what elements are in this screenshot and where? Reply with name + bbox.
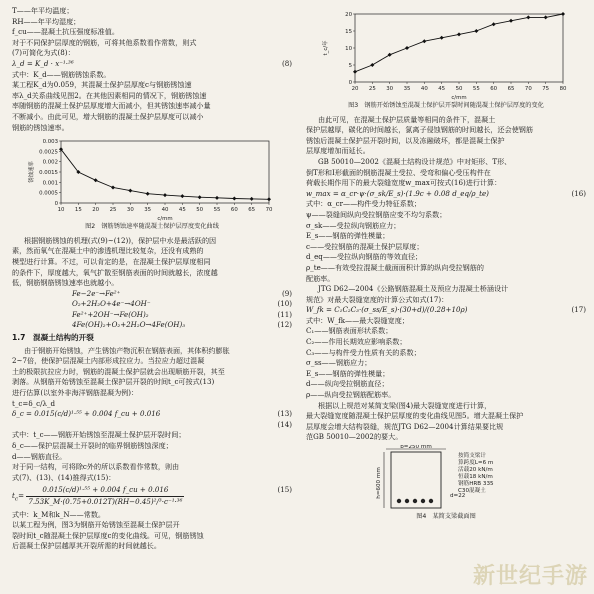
- text-line: 对于同一结构，可将除c外的所以系数看作常数，则由: [12, 462, 180, 472]
- data-point: [267, 197, 271, 201]
- text-line: 根据钢筋锈蚀的机理(式(9)~(12))，保护层中水是最活跃的因: [24, 235, 217, 245]
- text-line: C₃——与构件受力性质有关的系数；: [306, 347, 421, 357]
- x-tick-label: 25: [368, 86, 376, 92]
- text-line: 2~7倍，使保护层混凝土内部形成拉应力。当拉应力超过混凝: [12, 356, 205, 366]
- height-label: h=600 mm: [376, 467, 382, 499]
- text-line: 素，然而氧气在混凝土中的渗透机理比较复杂，还没有成熟的: [12, 246, 204, 256]
- data-point: [215, 196, 219, 200]
- y-tick-label: 0.0025: [39, 149, 58, 156]
- reaction-equation: [12, 320, 292, 331]
- figure-4-notes: [458, 451, 494, 494]
- text-line: 根据以上规范对某简支梁(图4)最大裂缝宽度进行计算，: [318, 400, 492, 410]
- right-column: [306, 6, 586, 526]
- text-line: 对于不同保护层厚度的钢筋，可将其他系数看作常数，则式: [12, 37, 197, 47]
- figure-4-note: 钢筋HRB 335: [458, 481, 494, 487]
- text-line: 土的极限抗拉应力时，钢筋的混凝土保护层就会出现顺筋开裂，其至: [12, 366, 225, 376]
- data-point: [544, 15, 548, 19]
- figure-2-chart: [27, 135, 277, 221]
- text-line: 的条件下，厚度越大，氧气扩散至钢筋表面的时间就越长，浓度越: [12, 267, 218, 277]
- data-point: [180, 194, 184, 198]
- data-point: [163, 193, 167, 197]
- text-line: 保护层越厚，碳化的时间越长，氯离子侵蚀钢筋的时间越长，还会使钢筋: [306, 125, 533, 135]
- x-tick-label: 10: [57, 207, 65, 214]
- text-line: 进行估算(以室外非海洋钢筋混凝为例)：: [12, 388, 139, 398]
- data-point: [353, 70, 357, 74]
- equation-15-fraction: [26, 485, 184, 507]
- y-tick-label: 20: [345, 12, 352, 18]
- series-line: [61, 149, 269, 199]
- left-after14-lines: [12, 430, 292, 483]
- rebar: [429, 499, 433, 503]
- equation-16-number: (16): [571, 188, 586, 198]
- y-tick-label: 0.0015: [39, 170, 58, 177]
- x-tick-label: 80: [559, 86, 567, 92]
- reaction-expr: O₂+2H₂O+4e⁻→4OH⁻: [72, 299, 151, 309]
- rebar: [405, 499, 409, 503]
- data-point: [111, 186, 115, 190]
- equation-14: [12, 420, 292, 431]
- text-line: 范GB 50010—2002的要大。: [306, 432, 403, 442]
- text-line: 配筋率。: [306, 273, 335, 283]
- right-paragraph-1: [306, 115, 586, 157]
- equation-15-bottom: 7.53K_M·(0.75+0.012T)(RH−0.45)²/³·c⁻¹·³⁶: [28, 496, 183, 506]
- rebar: [397, 499, 401, 503]
- data-point: [526, 15, 530, 19]
- figure-4-note: C30混凝土: [458, 488, 486, 494]
- equation-17-expr: W_fk = C₁C₂C₃·(σ_ss/E_s)·(30+d)/(0.28+10ρ): [306, 305, 468, 315]
- figure-3-caption: 图3 钢筋开始锈蚀至混凝土保护层开裂时间随混凝土保护层厚度的变化: [348, 102, 544, 109]
- reaction-expr: Fe−2e⁻→Fe²⁺: [72, 288, 121, 298]
- equation-17-number: (17): [571, 305, 586, 315]
- text-line: 式中：K_d——钢筋锈蚀系数。: [12, 69, 111, 79]
- y-tick-label: 0.001: [42, 180, 58, 187]
- text-line: (7)可简化为式(8)：: [12, 48, 75, 58]
- left-intro-lines: [12, 6, 292, 59]
- right-paragraph-2: [306, 157, 586, 189]
- x-tick-label: 55: [213, 207, 221, 214]
- text-line: σ_sk——受拉纵向钢筋应力；: [306, 220, 401, 230]
- data-point: [370, 63, 374, 67]
- text-line: 由此可见，在混凝土保护层质量等相同的条件下，混凝土: [318, 114, 496, 124]
- rebar-label: d=22: [450, 493, 466, 499]
- reaction-equation: [12, 310, 292, 321]
- text-line: d_eq——受拉纵向钢筋的等效直径；: [306, 252, 423, 262]
- reaction-number: (10): [277, 299, 292, 309]
- data-point: [232, 197, 236, 201]
- text-line: ρ——纵向受拉钢筋配筋率。: [306, 390, 396, 400]
- text-line: 荷载长期作用下的最大裂缝宽度w_max可按式(16)进行计算：: [306, 178, 502, 188]
- text-line: 式中：W_fk——最大裂缝宽度；: [306, 315, 409, 325]
- figure-2-caption: 图2 钢筋锈蚀速率随混凝土保护层厚度变化曲线: [85, 223, 219, 231]
- y-tick-label: 15: [345, 29, 352, 35]
- x-tick-label: 45: [178, 207, 186, 214]
- figure-4-note: 算跨度L=6 m: [458, 460, 494, 466]
- x-tick-label: 65: [507, 86, 515, 92]
- text-line: 最大裂缝宽度随混凝土保护层厚度的变化曲线见图5。增大混凝土保护: [306, 411, 524, 421]
- figure-4-beam-section: [346, 445, 546, 511]
- data-point: [94, 178, 98, 182]
- text-line: 式(7)、(13)、(14)推得式(15)：: [12, 472, 116, 482]
- text-line: 锈蚀后混凝土保护层开裂时间，以及冻融破坏，都是混凝土保护: [306, 135, 505, 145]
- text-line: 不断减小。由此可见，增大钢筋的混凝土保护层厚度可以减小: [12, 111, 204, 121]
- left-after-fig2-lines: [12, 236, 292, 289]
- x-tick-label: 50: [196, 207, 204, 214]
- text-line: 层厚度增加而延长。: [306, 146, 370, 156]
- text-line: 钢筋的锈蚀速率。: [12, 122, 69, 132]
- equation-14-number: (14): [277, 419, 292, 429]
- plot-frame: [355, 14, 563, 82]
- reaction-equation: [12, 289, 292, 300]
- data-point: [422, 39, 426, 43]
- x-tick-label: 55: [472, 86, 480, 92]
- text-line: 裂时间t_c随混凝土保护层厚度c的变化曲线。可见，钢筋锈蚀: [12, 530, 204, 540]
- text-line: d——钢筋直径。: [12, 451, 67, 461]
- text-line: 低，钢筋钢筋锈蚀速率也就越小。: [12, 278, 119, 288]
- text-line: E_s——钢筋的弹性模量；: [306, 231, 390, 241]
- data-point: [474, 29, 478, 33]
- x-axis-label: c/mm: [157, 216, 173, 222]
- x-tick-label: 65: [248, 207, 256, 214]
- x-tick-label: 25: [109, 207, 117, 214]
- data-point: [561, 12, 565, 16]
- data-point: [388, 53, 392, 57]
- x-tick-label: 30: [126, 207, 134, 214]
- reaction-number: (12): [277, 320, 292, 330]
- data-point: [457, 32, 461, 36]
- text-line: T——年平均温度；: [12, 6, 74, 15]
- reaction-equations: [12, 289, 292, 331]
- text-line: 剥落。从钢筋开始锈蚀至混凝土保护层开裂的时间t_c可按式(13): [12, 377, 215, 387]
- watermark-logo: 新世纪手游: [472, 564, 588, 589]
- equation-13-number: (13): [277, 409, 292, 419]
- text-line: 倒T形和I形截面的钢筋混凝土受拉、受弯和偏心受压构件在: [306, 167, 491, 177]
- x-tick-label: 60: [490, 86, 498, 92]
- data-point: [405, 46, 409, 50]
- text-line: f_cu——混凝土抗压强度标准值。: [12, 27, 119, 37]
- reaction-number: (11): [277, 309, 292, 319]
- text-line: 模型进行计算。不过，可以肯定的是，在混凝土保护层厚度相同: [12, 256, 211, 266]
- x-tick-label: 50: [455, 86, 463, 92]
- text-line: t_c=δ_c/λ_d: [12, 398, 56, 408]
- data-point: [146, 192, 150, 196]
- x-tick-label: 35: [144, 207, 152, 214]
- left-after8-lines: [12, 70, 292, 134]
- data-point: [128, 189, 132, 193]
- text-line: σ_ss——钢筋应力；: [306, 358, 372, 368]
- data-point: [198, 195, 202, 199]
- y-tick-label: 0: [348, 80, 352, 86]
- section-1-7-lines: [12, 346, 292, 410]
- section-1-7-title: 1.7 混凝土结构的开裂: [12, 333, 94, 343]
- y-tick-label: 0.003: [42, 139, 58, 146]
- x-tick-label: 30: [386, 86, 394, 92]
- text-line: C₂——作用长期效应影响系数；: [306, 337, 407, 347]
- x-tick-label: 60: [230, 207, 238, 214]
- text-line: 以某工程为例，图3为钢筋开始锈蚀至混凝土保护层开: [12, 520, 180, 530]
- equation-16-definitions: [306, 199, 586, 284]
- equation-17-definitions: [306, 316, 586, 401]
- equation-15-number: (15): [277, 485, 292, 495]
- x-tick-label: 15: [74, 207, 82, 214]
- text-line: 某工程K_d为0.059，其混凝土保护层厚度c与钢筋锈蚀速: [12, 80, 192, 90]
- x-tick-label: 20: [351, 86, 359, 92]
- text-line: 由于钢筋开始锈蚀，产生锈蚀产物沉积在钢筋表面，其体积约膨胀: [24, 345, 230, 355]
- equation-13-expr: δ_c = 0.015(c/d)¹·⁵⁵ + 0.004 f_cu + 0.016: [12, 409, 161, 419]
- reaction-equation: [12, 299, 292, 310]
- text-line: 式中：k_M和k_N——常数。: [12, 509, 106, 519]
- y-tick-label: 10: [345, 46, 352, 52]
- reaction-expr: Fe²⁺+2OH⁻→Fe(OH)₂: [72, 309, 149, 319]
- text-line: RH——年平均湿度；: [12, 16, 81, 26]
- x-tick-label: 70: [265, 207, 273, 214]
- figure-4-note: 恒载18 kN/m: [458, 474, 493, 480]
- equation-8: [12, 59, 292, 70]
- left-after15-lines: [12, 510, 292, 552]
- series-line: [355, 14, 563, 72]
- data-point: [250, 197, 254, 201]
- equation-17: [306, 305, 586, 316]
- text-line: 式中：α_cr——构件受力特征系数；: [306, 199, 422, 209]
- text-line: 率λ_d关系曲线见图2。在其他因素相同的情况下，钢筋锈蚀速: [12, 90, 207, 100]
- data-point: [492, 22, 496, 26]
- equation-15-top: 0.015(c/d)¹·⁵⁵ + 0.004 f_cu + 0.016: [26, 485, 184, 497]
- text-line: 规范》对最大裂缝宽度的计算公式如式(17)：: [306, 294, 449, 304]
- y-axis-label: t_c/年: [323, 40, 329, 56]
- x-axis-label: c/mm: [451, 95, 467, 100]
- right-paragraph-3: [306, 284, 586, 305]
- text-line: δ_c——保护层混凝土开裂时的临界钢筋锈蚀深度；: [12, 441, 173, 450]
- text-line: ψ——裂缝间纵向受拉钢筋应变不均匀系数；: [306, 209, 447, 219]
- x-tick-label: 40: [420, 86, 428, 92]
- rebar: [413, 499, 417, 503]
- rebar: [421, 499, 425, 503]
- x-tick-label: 70: [524, 86, 532, 92]
- text-line: d——纵向受拉钢筋直径；: [306, 379, 389, 389]
- equation-8-number: (8): [281, 58, 292, 68]
- equation-16: [306, 189, 586, 200]
- text-line: JTG D62—2004《公路钢筋混凝土及预应力混凝土桥涵设计: [318, 284, 509, 294]
- text-line: GB 50010—2002《混凝土结构设计规范》中对矩形、T形、: [318, 156, 512, 166]
- reaction-expr: 4Fe(OH)₂+O₂+2H₂O→4Fe(OH)₃: [72, 320, 186, 330]
- width-label: b=250 mm: [400, 445, 432, 450]
- left-column: [12, 6, 292, 552]
- y-tick-label: 5: [348, 63, 352, 69]
- right-paragraph-4: [306, 401, 586, 443]
- figure-4-caption: 图4 某简支梁截面图: [416, 513, 476, 520]
- text-line: 式中：t_c——钢筋开始锈蚀至混凝土保护层开裂时间；: [12, 430, 186, 440]
- figure-4-note: 活载20 kN/m: [458, 467, 493, 473]
- data-point: [440, 36, 444, 40]
- x-tick-label: 35: [403, 86, 411, 92]
- data-point: [509, 19, 513, 23]
- y-tick-label: 0: [54, 201, 58, 208]
- x-tick-label: 20: [92, 207, 100, 214]
- figure-4-note: 按简支梁计: [458, 453, 486, 459]
- text-line: C₁——钢筋表面形状系数；: [306, 326, 393, 336]
- x-tick-label: 40: [161, 207, 169, 214]
- text-line: c——受拉钢筋的混凝土保护层厚度；: [306, 241, 424, 251]
- text-line: 率随钢筋的混凝土保护层厚度增大而减小，但其锈蚀速率减小量: [12, 101, 211, 111]
- text-line: 后混凝土保护层越厚其开裂所需的时间就越长。: [12, 541, 161, 551]
- text-line: 层厚度会增大结构裂缝，规范JTG D62—2004计算结果要比规: [306, 421, 504, 431]
- reaction-number: (9): [281, 288, 292, 298]
- y-tick-label: 0.002: [42, 159, 58, 166]
- equation-16-expr: w_max = α_cr·ψ·(σ_sk/E_s)·(1.9c + 0.08 d_eq/ρ_te): [306, 188, 489, 198]
- text-line: ρ_te——有效受拉混凝土截面面积计算的纵向受拉钢筋的: [306, 262, 484, 272]
- equation-13: [12, 409, 292, 420]
- equation-8-expr: λ_d = K_d · x⁻¹·³⁶: [12, 58, 74, 68]
- equation-15: $t_c=$ $\frac{\text{0.015(c/d)¹·⁵⁵ + 0.004 f\_cu + 0.016}}{\text{7.53K\_M·(0.75+0.012T)(RH−0.45)²/³·c⁻¹·³⁶}}$ (15): [12, 485, 292, 506]
- y-axis-label: 锈蚀速率: [29, 161, 35, 183]
- x-tick-label: 45: [438, 86, 446, 92]
- y-tick-label: 0.0005: [39, 190, 58, 197]
- x-tick-label: 75: [542, 86, 550, 92]
- figure-3-chart: [321, 8, 571, 100]
- text-line: E_s——钢筋的弹性模量；: [306, 368, 390, 378]
